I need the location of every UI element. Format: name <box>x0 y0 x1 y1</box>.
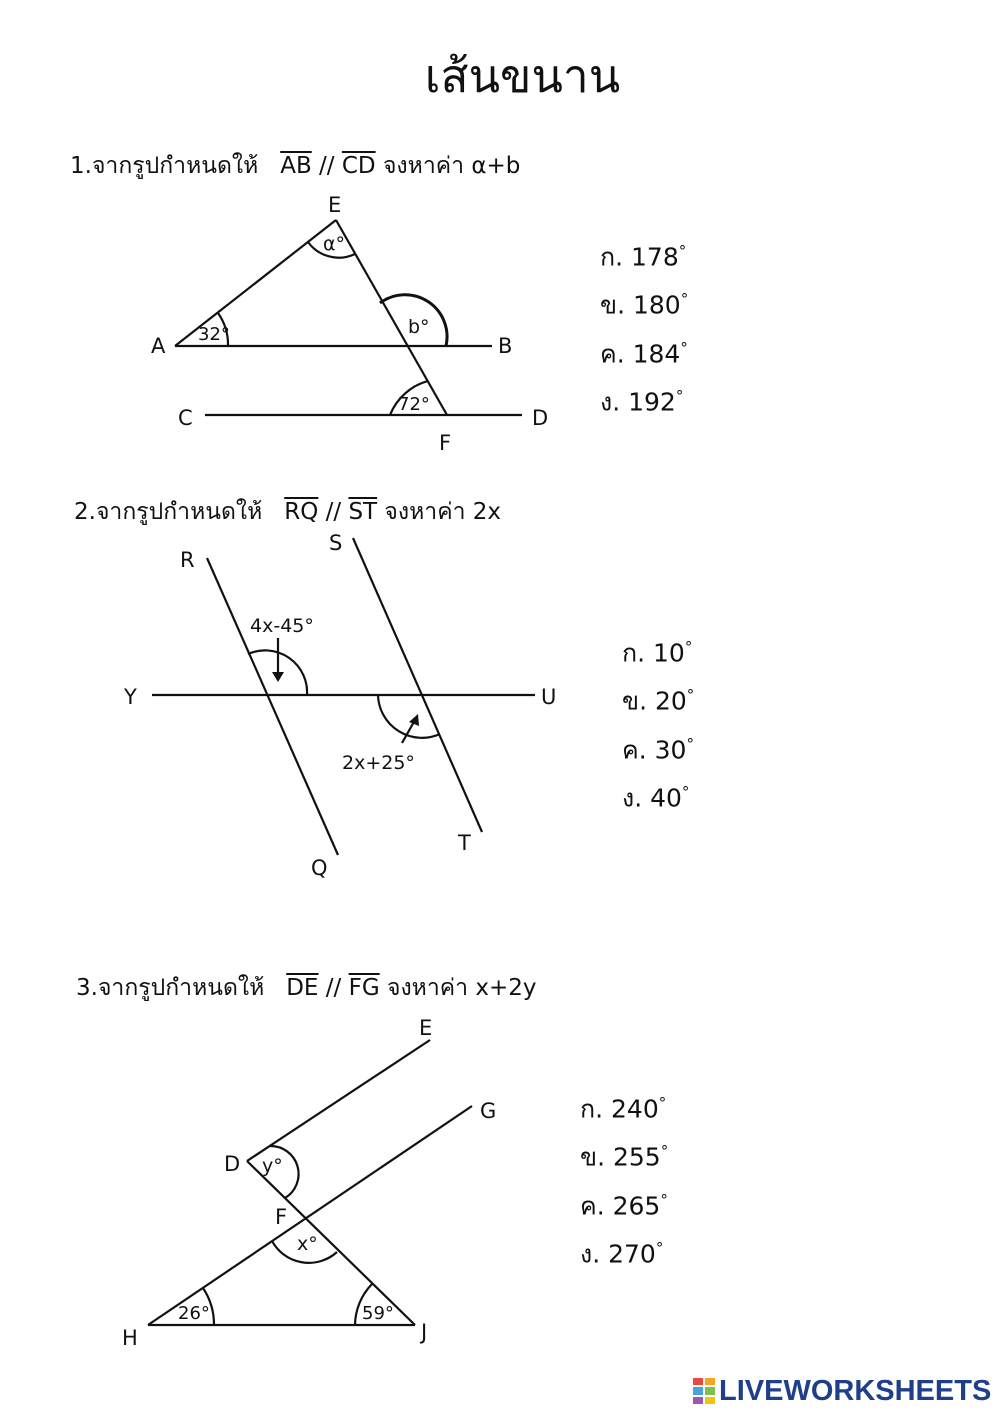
point-label: D <box>532 406 549 430</box>
logo-text: LIVEWORKSHEETS <box>719 1374 992 1407</box>
line-ef <box>336 220 447 415</box>
question-1-ask: จงหาค่า α+b <box>382 153 521 179</box>
angle-label: 26° <box>178 1303 210 1324</box>
question-2-prompt: จากรูปกำหนดให้ <box>95 499 263 525</box>
point-label: E <box>328 193 342 217</box>
angle-label: 59° <box>362 1303 394 1324</box>
choice-item[interactable]: ก. 10° <box>622 638 693 668</box>
point-label: H <box>122 1326 138 1350</box>
choice-item[interactable]: ค. 30° <box>622 734 694 764</box>
question-2-parallel: // <box>325 499 342 525</box>
arrow-head-4x <box>272 672 284 682</box>
point-label: F <box>275 1205 288 1229</box>
point-label: G <box>480 1099 497 1123</box>
point-label: D <box>224 1152 241 1176</box>
point-label: B <box>498 334 513 358</box>
question-1-number: 1. <box>70 153 92 179</box>
point-label: R <box>180 548 195 572</box>
page-title: เส้นขนาน <box>424 49 621 103</box>
choice-item[interactable]: ข. 20° <box>622 686 695 716</box>
figure-2-lines <box>152 538 535 855</box>
question-2-segment-1: $\overline{RQ}$ <box>284 499 319 525</box>
choice-item[interactable]: ง. 270° <box>580 1238 664 1269</box>
point-label: T <box>458 831 471 855</box>
question-3-ask: จงหาค่า x+2y <box>386 975 537 1001</box>
question-2-number: 2. <box>74 499 96 525</box>
question-3-prompt: จากรูปกำหนดให้ <box>97 975 265 1001</box>
angle-label: 32° <box>198 324 230 345</box>
angle-label: 2x+25° <box>342 752 415 774</box>
choice-item[interactable]: ค. 184° <box>600 338 688 368</box>
choice-item[interactable]: ก. 178° <box>600 242 687 272</box>
figure-1-lines <box>175 220 522 415</box>
line-hg <box>148 1106 472 1325</box>
angle-label: b° <box>408 316 430 338</box>
arrow-heads <box>272 672 419 726</box>
question-3-segment-1: $\overline{DE}$ <box>286 975 319 1001</box>
figure-3-lines <box>148 1040 472 1325</box>
choice-item[interactable]: ง. 40° <box>622 782 690 813</box>
figure-2-labels <box>123 531 556 880</box>
point-label: A <box>151 334 166 358</box>
point-label: U <box>541 685 557 709</box>
question-1-segment-1: $\overline{AB}$ <box>280 153 312 179</box>
arrow-head-2x <box>409 714 419 726</box>
figure-3-labels <box>122 1016 496 1350</box>
choice-item[interactable]: ค. 265° <box>580 1190 668 1220</box>
angle-label: α° <box>323 233 346 255</box>
line-st <box>353 538 482 832</box>
point-label: J <box>421 1320 428 1344</box>
question-1-parallel: // <box>319 153 335 179</box>
question-2-ask: จงหาค่า 2x <box>384 499 502 525</box>
line-de <box>247 1040 430 1161</box>
choice-item[interactable]: ข. 180° <box>600 290 689 320</box>
logo-mark-icon <box>693 1378 715 1404</box>
point-label: C <box>178 406 193 430</box>
question-3-parallel: // <box>325 975 342 1001</box>
choice-item[interactable]: ง. 192° <box>600 386 684 417</box>
point-label: Y <box>124 685 137 709</box>
angle-label: 4x-45° <box>250 615 314 637</box>
point-label: Q <box>311 856 328 880</box>
choice-item[interactable]: ข. 255° <box>580 1142 669 1172</box>
question-2-segment-2: $\overline{ST}$ <box>348 499 378 525</box>
question-3-segment-2: $\overline{FG}$ <box>348 975 380 1001</box>
question-1-prompt: จากรูปกำหนดให้ <box>91 153 259 179</box>
point-label: E <box>419 1016 433 1040</box>
point-label: S <box>329 531 343 555</box>
angle-label: y° <box>262 1155 283 1177</box>
liveworksheets-logo <box>693 1374 991 1408</box>
choice-item[interactable]: ก. 240° <box>580 1094 667 1124</box>
angle-label: 72° <box>398 394 430 415</box>
angle-label: x° <box>297 1233 318 1255</box>
question-3-number: 3. <box>76 975 98 1001</box>
point-label: F <box>439 431 452 455</box>
line-rq <box>207 558 338 855</box>
question-1-segment-2: $\overline{CD}$ <box>341 153 376 179</box>
